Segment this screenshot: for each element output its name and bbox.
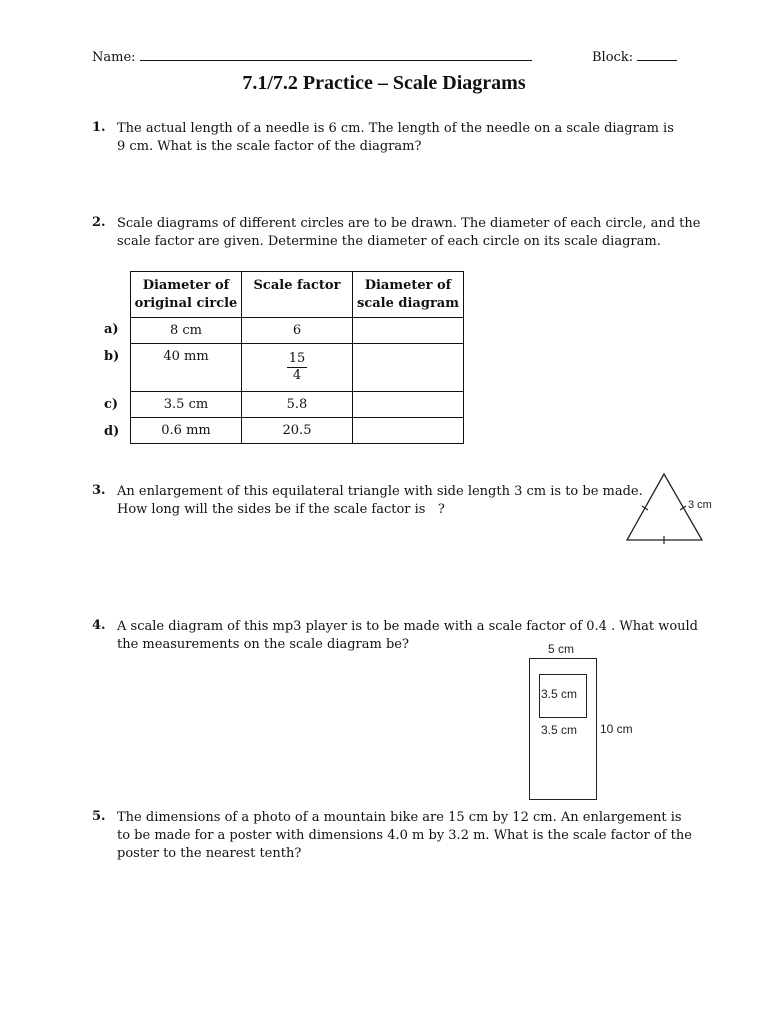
row-c-answer-cell[interactable] bbox=[353, 392, 464, 418]
header-original-diameter bbox=[131, 272, 242, 318]
question-5-text bbox=[117, 809, 692, 863]
question-1-number: 1. bbox=[92, 120, 106, 135]
question-3-text bbox=[117, 483, 643, 519]
row-d-diameter: 0.6 mm bbox=[131, 418, 242, 444]
row-c-diameter: 3.5 cm bbox=[131, 392, 242, 418]
row-d-answer-cell[interactable] bbox=[353, 418, 464, 444]
row-b-scale-fraction bbox=[287, 351, 308, 384]
row-a-answer-cell[interactable] bbox=[353, 318, 464, 344]
header-scale-diameter-line-1: Diameter of bbox=[364, 277, 452, 293]
question-2-text bbox=[117, 215, 700, 251]
table-header-row bbox=[131, 272, 464, 318]
header-scale-diameter bbox=[353, 272, 464, 318]
question-4-line-2: the measurements on the scale diagram be? bbox=[117, 637, 409, 652]
circle-diameter-table bbox=[130, 271, 464, 444]
mp3-height-label: 10 cm bbox=[600, 722, 633, 736]
name-blank-line bbox=[140, 48, 532, 61]
question-4-number: 4. bbox=[92, 618, 106, 633]
question-2-line-2: scale factor are given. Determine the diameter of each circle on its scale diagram. bbox=[117, 234, 661, 249]
table-row bbox=[131, 318, 464, 344]
header-original-diameter-line-1: Diameter of bbox=[142, 277, 230, 293]
row-a-diameter: 8 cm bbox=[131, 318, 242, 344]
mp3-screen-label: 3.5 cm bbox=[541, 687, 578, 701]
table-row bbox=[131, 344, 464, 392]
question-5-line-1: The dimensions of a photo of a mountain bike are 15 cm by 12 cm. An enlargement is bbox=[117, 810, 682, 825]
question-5-line-3: poster to the nearest tenth? bbox=[117, 846, 302, 861]
header-original-diameter-line-2: original circle bbox=[134, 295, 238, 311]
row-b-scale bbox=[242, 344, 353, 392]
row-label-c: c) bbox=[104, 397, 119, 412]
triangle-side-label: 3 cm bbox=[688, 499, 712, 511]
table-row bbox=[131, 418, 464, 444]
question-1-text bbox=[117, 120, 674, 156]
row-label-d: d) bbox=[104, 424, 120, 439]
header-scale-factor-line-1: Scale factor bbox=[253, 278, 341, 293]
row-d-scale: 20.5 bbox=[242, 418, 353, 444]
row-b-scale-denominator: 4 bbox=[292, 368, 302, 383]
question-2-number: 2. bbox=[92, 215, 106, 230]
block-blank-line bbox=[637, 48, 677, 61]
row-b-diameter: 40 mm bbox=[131, 344, 242, 392]
block-label: Block: bbox=[592, 50, 634, 65]
question-3-line-2: How long will the sides be if the scale factor is ? bbox=[117, 502, 445, 517]
row-a-scale: 6 bbox=[242, 318, 353, 344]
header-scale-factor bbox=[242, 272, 353, 318]
name-label: Name: bbox=[92, 50, 136, 65]
row-label-b: b) bbox=[104, 349, 120, 364]
question-4-text bbox=[117, 618, 698, 654]
question-1-line-1: The actual length of a needle is 6 cm. The length of the needle on a scale diagram is bbox=[117, 121, 674, 136]
row-b-answer-cell[interactable] bbox=[353, 344, 464, 392]
question-3-line-1: An enlargement of this equilateral triangle with side length 3 cm is to be made. bbox=[117, 484, 643, 499]
row-b-scale-numerator: 15 bbox=[288, 351, 306, 366]
block-field bbox=[592, 48, 677, 65]
header-scale-diameter-line-2: scale diagram bbox=[357, 295, 459, 311]
table-row bbox=[131, 392, 464, 418]
question-1-line-2: 9 cm. What is the scale factor of the diagram? bbox=[117, 139, 422, 154]
mp3-width-label: 5 cm bbox=[548, 642, 575, 656]
question-3-number: 3. bbox=[92, 483, 106, 498]
question-5-line-2: to be made for a poster with dimensions 4.0 m by 3.2 m. What is the scale factor of the bbox=[117, 828, 692, 843]
name-field bbox=[92, 48, 532, 65]
page-title: 7.1/7.2 Practice – Scale Diagrams bbox=[242, 72, 526, 94]
question-4-line-1: A scale diagram of this mp3 player is to be made with a scale factor of 0.4 . What would bbox=[117, 619, 699, 634]
mp3-screen-side-label: 3.5 cm bbox=[541, 723, 578, 737]
question-2-line-1: Scale diagrams of different circles are to be drawn. The diameter of each circle, and the bbox=[117, 216, 701, 231]
row-c-scale: 5.8 bbox=[242, 392, 353, 418]
question-5-number: 5. bbox=[92, 809, 106, 824]
row-label-a: a) bbox=[104, 322, 119, 337]
